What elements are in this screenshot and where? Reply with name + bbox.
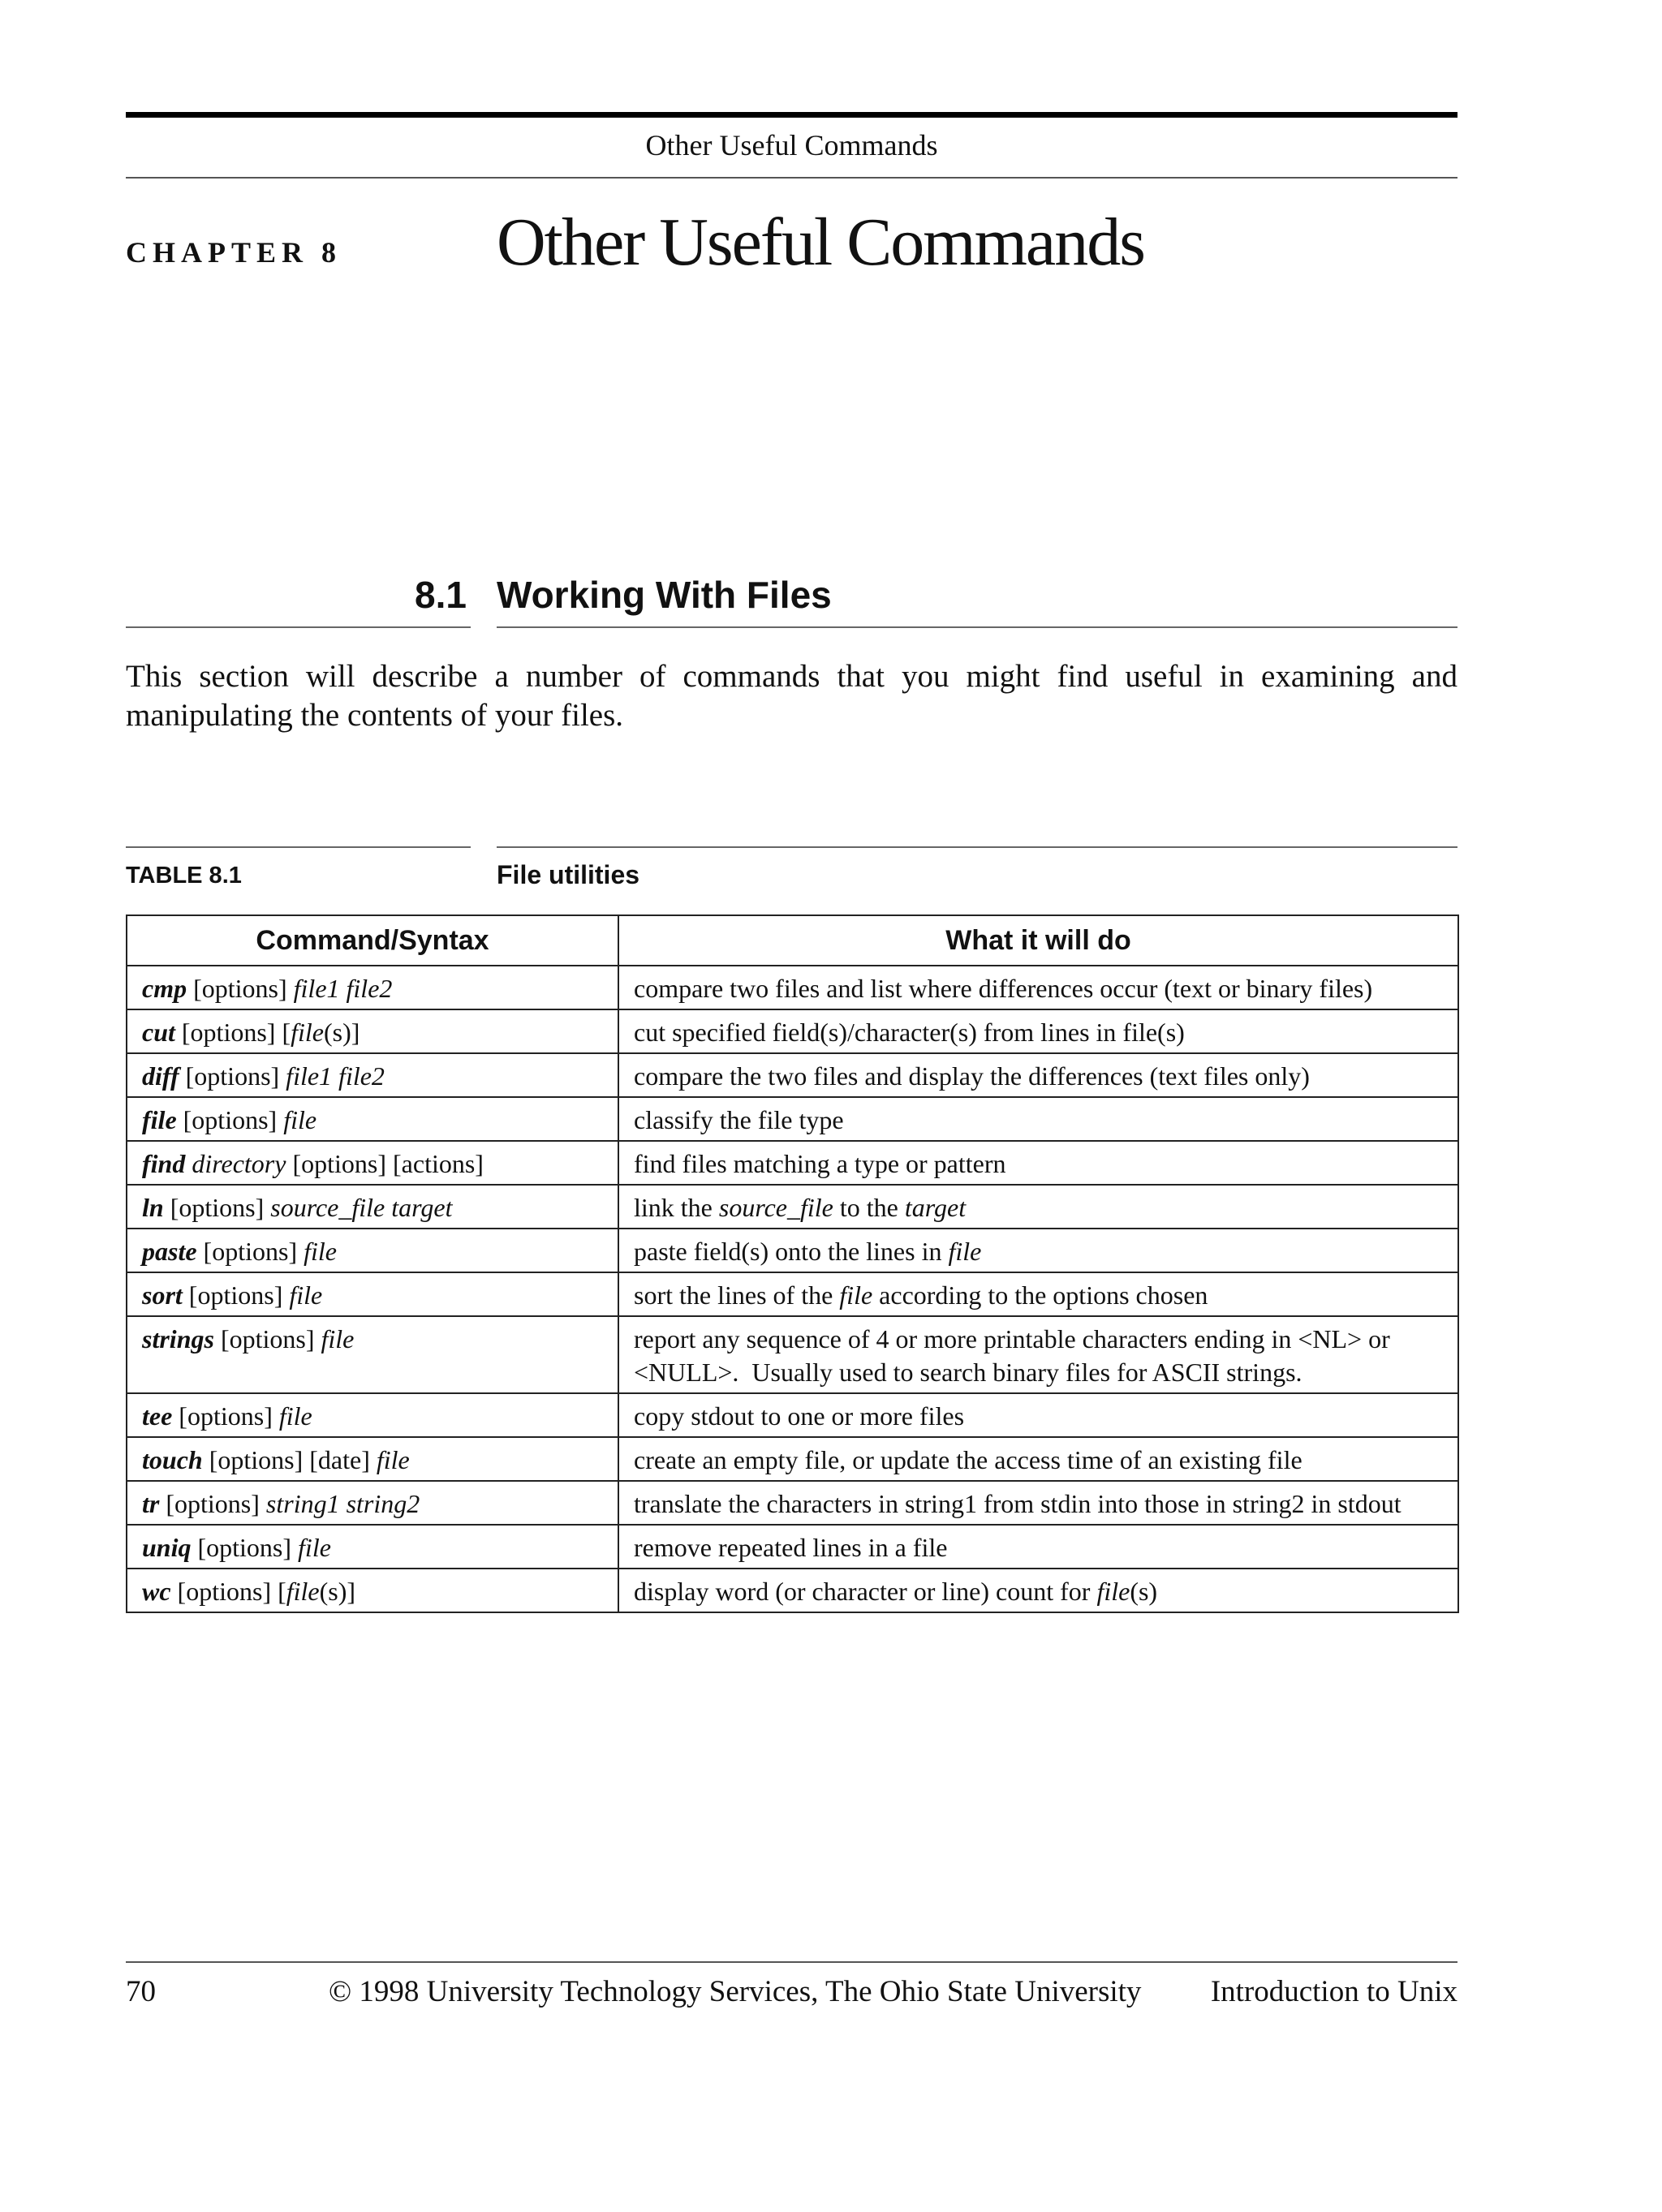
table-row — [127, 1141, 1458, 1185]
page-number: 70 — [126, 1975, 156, 2008]
description-cell — [618, 1437, 1458, 1481]
table-row — [127, 1437, 1458, 1481]
syntax-text: [options] — [182, 1280, 290, 1310]
description-text: classify the file type — [634, 1105, 844, 1134]
description-cell — [618, 1053, 1458, 1097]
command-syntax-cell — [127, 1481, 618, 1525]
command-name: ln — [142, 1193, 164, 1222]
command-syntax-cell — [127, 966, 618, 1009]
chapter-label: CHAPTER 8 — [126, 236, 342, 269]
table-row — [127, 1569, 1458, 1612]
description-text: file — [839, 1280, 873, 1310]
table-row — [127, 1185, 1458, 1229]
running-header: Other Useful Commands — [645, 129, 938, 161]
description-cell — [618, 1229, 1458, 1272]
table-row — [127, 1053, 1458, 1097]
description-cell — [618, 1393, 1458, 1437]
description-cell — [618, 1009, 1458, 1053]
description-text: paste field(s) onto the lines in — [634, 1237, 949, 1266]
command-name: sort — [142, 1280, 183, 1310]
command-syntax-cell — [127, 1229, 618, 1272]
command-name: strings — [142, 1324, 214, 1353]
column-header-what-it-will-do: What it will do — [618, 915, 1458, 966]
description-cell — [618, 1141, 1458, 1185]
description-cell — [618, 1316, 1458, 1393]
description-text: sort the lines of the — [634, 1280, 840, 1310]
syntax-text: [options] — [191, 1533, 299, 1562]
description-text: source_file — [718, 1193, 833, 1222]
section-number: 8.1 — [415, 574, 467, 616]
table-row — [127, 1272, 1458, 1316]
description-text: file — [948, 1237, 982, 1266]
description-text: compare the two files and display the differences (text files only) — [634, 1061, 1310, 1091]
table-header-row — [127, 915, 1458, 966]
description-text: translate the characters in string1 from stdin into those in string2 in stdout — [634, 1489, 1402, 1518]
syntax-text: [options] [ — [174, 1018, 291, 1047]
command-syntax-cell — [127, 1316, 618, 1393]
table-row — [127, 1316, 1458, 1393]
command-name: uniq — [142, 1533, 192, 1562]
syntax-text: [options] — [213, 1324, 321, 1353]
syntax-text: [options] — [159, 1489, 266, 1518]
table-row — [127, 1481, 1458, 1525]
chapter-title: Other Useful Commands — [497, 204, 1144, 280]
copyright-notice: © 1998 University Technology Services, The Ohio State University — [329, 1975, 1142, 2008]
syntax-text: [options] — [179, 1061, 286, 1091]
command-syntax-cell — [127, 1097, 618, 1141]
command-syntax-cell — [127, 1393, 618, 1437]
syntax-text: (s)] — [319, 1577, 356, 1606]
description-text: target — [904, 1193, 967, 1222]
description-cell — [618, 1525, 1458, 1569]
file-utilities-table — [126, 914, 1459, 1613]
syntax-text: file1 file2 — [293, 974, 393, 1003]
syntax-text: file — [304, 1237, 337, 1266]
command-name: cmp — [142, 974, 187, 1003]
command-syntax-cell — [127, 1272, 618, 1316]
command-name: touch — [142, 1445, 203, 1474]
description-text: to the — [833, 1193, 905, 1222]
description-cell — [618, 1097, 1458, 1141]
description-cell — [618, 1481, 1458, 1525]
command-syntax-cell — [127, 1525, 618, 1569]
command-name: diff — [142, 1061, 179, 1091]
syntax-text: [options] [ — [170, 1577, 286, 1606]
top-rule — [126, 112, 1457, 118]
syntax-text: file — [298, 1533, 331, 1562]
description-cell — [618, 966, 1458, 1009]
syntax-text: [options] — [172, 1401, 279, 1431]
description-text: copy stdout to one or more files — [634, 1401, 965, 1431]
footer-rule — [126, 1961, 1457, 1963]
command-name: find — [142, 1149, 186, 1178]
syntax-text: [options] [actions] — [286, 1149, 484, 1178]
syntax-text: string1 string2 — [265, 1489, 420, 1518]
description-text: (s) — [1130, 1577, 1158, 1606]
description-text: report any sequence of 4 or more printable characters ending in <NL> or <NULL>. Usually used to search binary files for ASCII strings. — [634, 1324, 1397, 1387]
command-syntax-cell — [127, 1141, 618, 1185]
table-row — [127, 1097, 1458, 1141]
table-row — [127, 1009, 1458, 1053]
syntax-text: file — [283, 1105, 317, 1134]
description-cell — [618, 1185, 1458, 1229]
command-syntax-cell — [127, 1569, 618, 1612]
description-text: find files matching a type or pattern — [634, 1149, 1006, 1178]
description-text: file — [1096, 1577, 1130, 1606]
section-title: Working With Files — [497, 574, 832, 616]
command-syntax-cell — [127, 1053, 618, 1097]
table-row — [127, 1229, 1458, 1272]
description-cell — [618, 1272, 1458, 1316]
syntax-text: [options] — [196, 1237, 304, 1266]
table-row — [127, 1525, 1458, 1569]
syntax-text: file — [278, 1401, 312, 1431]
syntax-text: [options] — [163, 1193, 271, 1222]
section-rule-right — [497, 626, 1457, 628]
command-name: paste — [142, 1237, 197, 1266]
syntax-text: [options] — [187, 974, 294, 1003]
syntax-text: file1 file2 — [286, 1061, 385, 1091]
syntax-text: file — [321, 1324, 355, 1353]
syntax-text: directory — [192, 1149, 286, 1178]
command-syntax-cell — [127, 1009, 618, 1053]
table-rule-left — [126, 846, 471, 848]
description-text: compare two files and list where differences occur (text or binary files) — [634, 974, 1373, 1003]
syntax-text: [options] [date] — [202, 1445, 377, 1474]
table-row — [127, 966, 1458, 1009]
command-syntax-cell — [127, 1185, 618, 1229]
description-text: according to the options chosen — [872, 1280, 1208, 1310]
command-syntax-cell — [127, 1437, 618, 1481]
command-name: wc — [142, 1577, 171, 1606]
command-name: cut — [142, 1018, 175, 1047]
syntax-text: (s)] — [323, 1018, 360, 1047]
description-text: remove repeated lines in a file — [634, 1533, 948, 1562]
table-body — [127, 966, 1458, 1612]
syntax-text: file — [286, 1577, 320, 1606]
section-rule-left — [126, 626, 471, 628]
table-label: TABLE 8.1 — [126, 863, 242, 889]
description-text: cut specified field(s)/character(s) from lines in file(s) — [634, 1018, 1185, 1047]
syntax-text: file — [289, 1280, 323, 1310]
section-intro-paragraph: This section will describe a number of commands that you might find useful in examining and manipulating the contents of your files. — [126, 659, 1457, 733]
syntax-text: [options] — [176, 1105, 284, 1134]
table-row — [127, 1393, 1458, 1437]
table-caption: File utilities — [497, 860, 640, 889]
header-rule — [126, 177, 1457, 179]
syntax-text: file — [291, 1018, 324, 1047]
command-name: tee — [142, 1401, 173, 1431]
table-rule-right — [497, 846, 1457, 848]
description-text: link the — [634, 1193, 719, 1222]
description-text: display word (or character or line) count for — [634, 1577, 1097, 1606]
syntax-text: file — [376, 1445, 410, 1474]
command-name: tr — [142, 1489, 160, 1518]
description-cell — [618, 1569, 1458, 1612]
book-title: Introduction to Unix — [1210, 1975, 1457, 2008]
command-name: file — [142, 1105, 177, 1134]
column-header-command-syntax: Command/Syntax — [127, 915, 618, 966]
syntax-text: source_file target — [270, 1193, 453, 1222]
description-text: create an empty file, or update the access time of an existing file — [634, 1445, 1302, 1474]
